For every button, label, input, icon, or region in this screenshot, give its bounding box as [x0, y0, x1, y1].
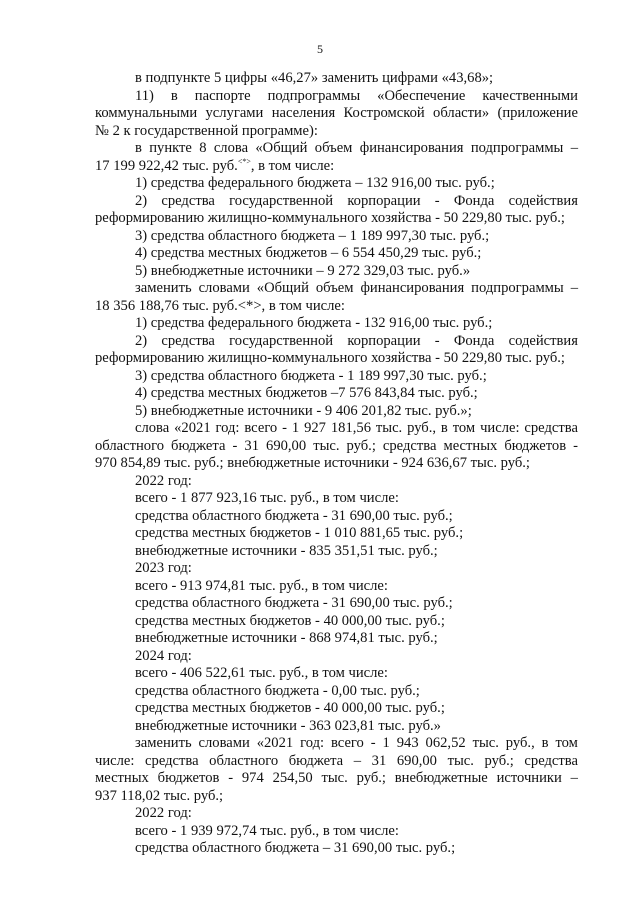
word: средства: [145, 752, 199, 769]
text-line: [95, 333, 578, 351]
text-line: средства областного бюджета – 31 690,00 тыс. руб.;: [135, 840, 456, 856]
word: (приложение: [497, 105, 578, 121]
text-line: 2022 год:: [135, 805, 192, 821]
text-line: [95, 420, 578, 438]
text-line: средства областного бюджета - 31 690,00 тыс. руб.;: [135, 507, 453, 524]
word: «Общий: [256, 280, 309, 296]
word: –: [570, 770, 578, 786]
word: тыс.: [375, 420, 403, 436]
word: объем: [315, 280, 354, 296]
word: бюджета: [171, 437, 226, 454]
text-line: [95, 140, 578, 158]
word: тыс.: [321, 770, 348, 786]
text-line: [95, 735, 578, 753]
word: «2021: [174, 420, 211, 436]
word: в: [440, 420, 448, 436]
text-line: средства областного бюджета - 31 690,00 тыс. руб.;: [135, 595, 453, 611]
word: средства: [524, 420, 578, 436]
word: средства: [161, 332, 215, 349]
word: паспорте: [194, 87, 251, 104]
word: руб.;: [356, 770, 386, 786]
text-line: реформированию жилищно-коммунального хозяйства - 50 229,80 тыс. руб.;: [95, 210, 565, 226]
word: всего: [330, 735, 364, 751]
text-line: всего - 1 877 923,16 тыс. руб., в том числе:: [135, 490, 399, 506]
word: числе:: [480, 420, 520, 436]
word: областного: [209, 752, 279, 769]
text-line: всего - 913 974,81 тыс. руб., в том числе:: [135, 577, 388, 594]
word: Фонда: [453, 192, 495, 209]
text-line: всего - 1 939 972,74 тыс. руб., в том числе:: [135, 822, 399, 839]
word: услугами: [205, 105, 264, 121]
text-line: всего - 406 522,61 тыс. руб., в том числе:: [135, 665, 388, 681]
text-line: реформированию жилищно-коммунального хозяйства - 50 229,80 тыс. руб.;: [95, 350, 565, 366]
word: руб.;: [484, 752, 514, 769]
word: 1: [382, 735, 390, 751]
word: «2021: [256, 735, 294, 751]
text-line: [95, 770, 578, 788]
word: руб.;: [346, 437, 376, 454]
word: Фонда: [453, 332, 495, 349]
text-line: в подпункте 5 цифры «46,27» заменить цифрами «43,68»;: [135, 70, 494, 86]
text-line: 5) внебюджетные источники - 9 406 201,82 тыс. руб.»;: [135, 402, 472, 419]
word: -: [282, 420, 287, 436]
word: бюджетов: [504, 437, 567, 454]
page-number: 5: [317, 42, 323, 56]
text-line: 3) средства областного бюджета - 1 189 997,30 тыс. руб.;: [135, 367, 487, 384]
word: слова: [213, 140, 249, 156]
text-line: средства местных бюджетов - 1 010 881,65 тыс. руб.;: [135, 525, 464, 541]
word: -: [434, 192, 440, 209]
word: том: [452, 420, 476, 436]
word: тыс.: [472, 735, 499, 751]
word: Костромской: [343, 105, 425, 121]
word: области»: [433, 105, 490, 121]
text-line: внебюджетные источники - 868 974,81 тыс. руб.;: [135, 630, 438, 646]
text-line: [95, 193, 578, 211]
word: -: [434, 332, 440, 349]
word: слова: [135, 420, 170, 436]
text-line: 4) средства местных бюджетов – 6 554 450,29 тыс. руб.;: [135, 245, 482, 261]
word: -: [228, 770, 234, 786]
word: качественными: [482, 87, 578, 104]
line-tail: , в том числе:: [250, 157, 335, 174]
word: –: [570, 140, 578, 156]
word: всего: [244, 420, 278, 436]
text-line: 2022 год:: [135, 472, 192, 489]
word: -: [370, 735, 376, 751]
word: 927: [304, 420, 326, 436]
text-line: [95, 753, 578, 771]
word: подпрограммы: [471, 280, 564, 296]
word: «Обеспечение: [377, 87, 466, 104]
text-line: средства местных бюджетов - 40 000,00 тыс. руб.;: [135, 700, 445, 716]
word: руб.,: [505, 735, 535, 751]
text-line: средства местных бюджетов - 40 000,00 тыс. руб.;: [135, 612, 445, 629]
word: объем: [314, 140, 353, 156]
word: внебюджетные: [394, 770, 488, 786]
word: словами: [198, 280, 250, 296]
word: бюджетов: [157, 770, 220, 786]
text-line: 4) средства местных бюджетов –7 576 843,84 тыс. руб.;: [135, 385, 478, 401]
word: областного: [95, 437, 164, 454]
text-line: 18 356 188,76 тыс. руб.<*>, в том числе:: [95, 297, 345, 314]
word: год:: [300, 735, 325, 751]
word: 181,56: [330, 420, 371, 436]
word: заменить: [135, 280, 192, 296]
word: 11): [135, 87, 154, 104]
text-line: внебюджетные источники - 363 023,81 тыс. руб.»: [135, 717, 441, 734]
word: корпорации: [347, 192, 421, 209]
word: в: [170, 87, 178, 104]
word: подпрограммы: [470, 140, 564, 156]
text-line: средства областного бюджета - 0,00 тыс. руб.;: [135, 682, 420, 699]
word: -: [232, 437, 238, 454]
text-line: 2023 год:: [135, 560, 192, 576]
word: средства: [161, 192, 215, 209]
text-line: внебюджетные источники - 835 351,51 тыс. руб.;: [135, 542, 438, 559]
line-text: 17 199 922,42 тыс. руб.: [95, 157, 238, 174]
text-line: [95, 105, 578, 123]
word: числе:: [95, 752, 135, 769]
text-line: [95, 158, 578, 176]
word: 943: [396, 735, 419, 751]
word: том: [555, 735, 578, 751]
word: 690,00: [266, 437, 307, 454]
word: –: [353, 752, 362, 769]
text-line: 3) средства областного бюджета – 1 189 997,30 тыс. руб.;: [135, 227, 490, 244]
word: подпрограммы: [267, 87, 361, 104]
text-line: № 2 к государственной программе):: [95, 122, 318, 139]
word: 1: [291, 420, 300, 436]
word: населения: [271, 105, 336, 121]
word: финансирования: [359, 140, 464, 156]
word: средства: [524, 752, 578, 769]
word: тыс.: [313, 437, 340, 454]
word: содействия: [508, 332, 578, 349]
word: в: [135, 140, 142, 156]
footnote-marker: <*>: [237, 156, 251, 166]
word: финансирования: [360, 280, 465, 296]
word: средства: [382, 437, 437, 454]
word: -: [573, 437, 578, 454]
text-line: [95, 88, 578, 106]
word: 8: [199, 140, 207, 156]
text-line: 2024 год:: [135, 647, 192, 664]
text-line: [95, 280, 578, 298]
text-line: [95, 438, 578, 456]
word: –: [570, 280, 578, 296]
word: источники: [496, 770, 562, 786]
word: 690,00: [396, 752, 437, 769]
text-line: 937 118,02 тыс. руб.;: [95, 787, 224, 804]
document-body: [95, 70, 578, 858]
word: 31: [371, 752, 387, 769]
text-line: 1) средства федерального бюджета - 132 916,00 тыс. руб.;: [135, 315, 493, 331]
text-line: 970 854,89 тыс. руб.; внебюджетные источники - 924 636,67 тыс. руб.;: [95, 455, 530, 471]
word: «Общий: [255, 140, 308, 156]
word: 31: [244, 437, 259, 454]
word: государственной: [229, 332, 334, 349]
word: местных: [443, 437, 498, 454]
word: пункте: [149, 140, 192, 156]
word: бюджета: [288, 752, 344, 769]
word: 2): [135, 192, 148, 209]
word: содействия: [508, 192, 578, 209]
word: местных: [95, 770, 149, 786]
text-line: 1) средства федерального бюджета – 132 916,00 тыс. руб.;: [135, 175, 495, 191]
word: словами: [198, 735, 250, 751]
word: 254,50: [272, 770, 313, 786]
word: год:: [215, 420, 240, 436]
word: 062,52: [425, 735, 466, 751]
word: государственной: [229, 192, 334, 209]
word: корпорации: [347, 332, 421, 349]
word: заменить: [135, 735, 192, 751]
word: тыс.: [447, 752, 474, 769]
word: 974: [241, 770, 264, 786]
word: руб.,: [407, 420, 437, 436]
word: 2): [135, 332, 148, 349]
word: коммунальными: [95, 105, 198, 121]
text-line: 5) внебюджетные источники – 9 272 329,03 тыс. руб.»: [135, 262, 471, 279]
word: в: [541, 735, 549, 751]
